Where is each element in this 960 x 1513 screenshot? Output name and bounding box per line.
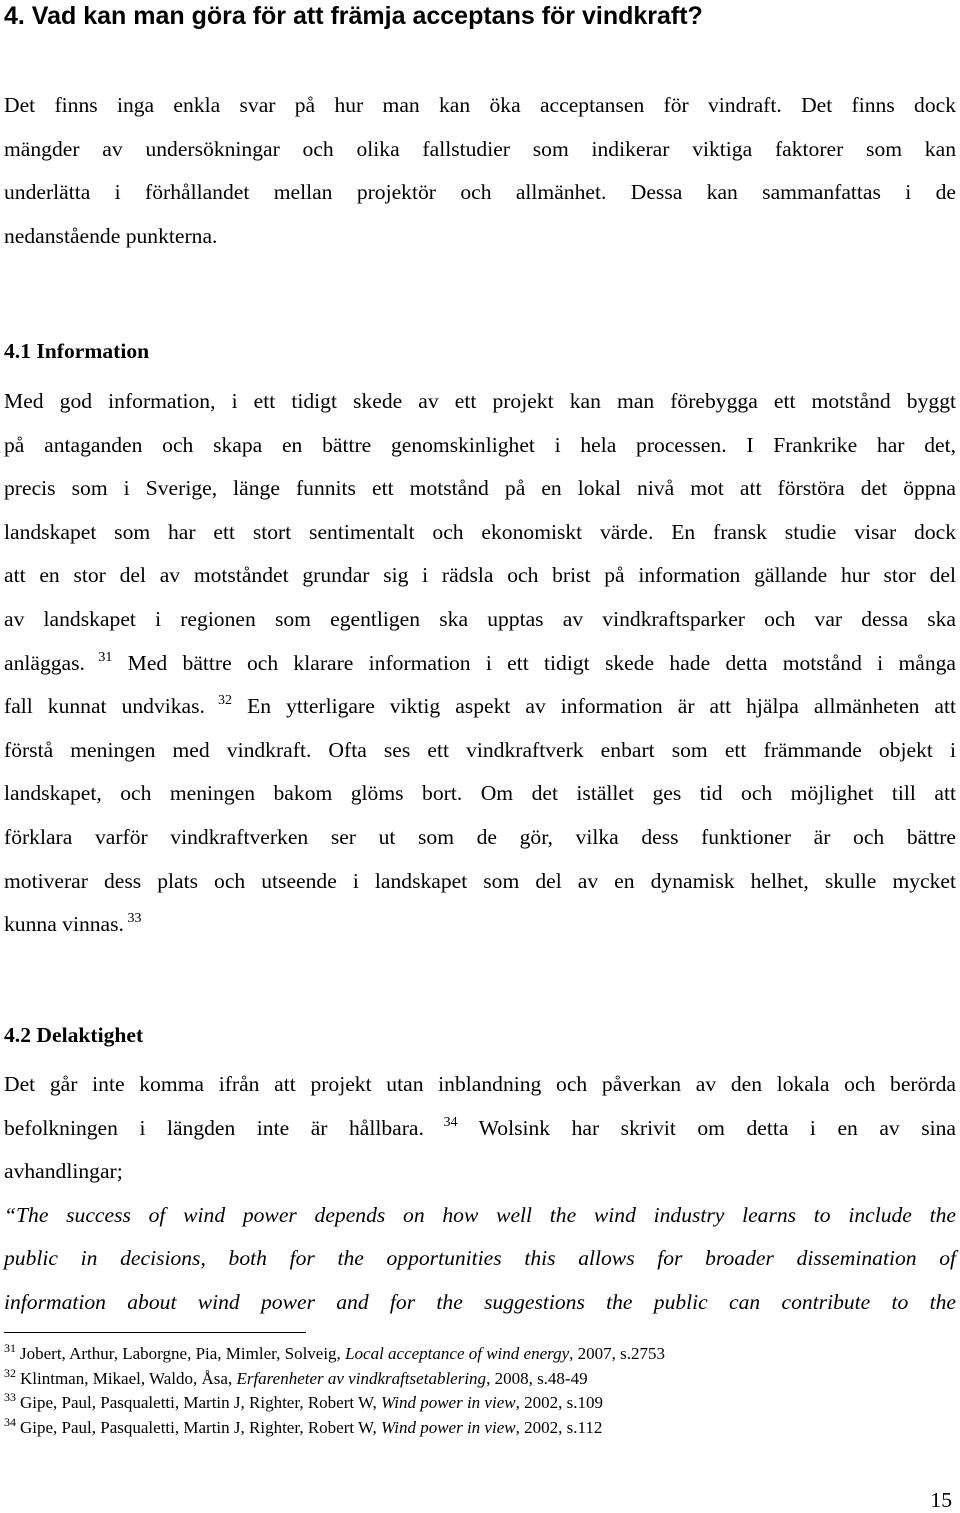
paragraph-line: avhandlingar; — [4, 1159, 123, 1184]
footnote: $^{32}$ Klintman, Mikael, Waldo, Åsa, Erfarenheter av vindkraftsetablering, 2008, s.48-49 — [4, 1365, 588, 1388]
footnote-title: Local acceptance of wind energy — [345, 1344, 570, 1363]
paragraph-line: motiverar dess plats och utseende i landskapet som del av en dynamisk helhet, skulle mycket — [4, 868, 956, 893]
footnote-title: Wind power in view — [381, 1417, 516, 1437]
footnote-title: Wind power in view — [381, 1393, 516, 1412]
footnote-reference: 31 — [84, 649, 113, 665]
paragraph-line: befolkningen i längden inte är hållbara. $^{34}$ Wolsink har skrivit om detta i en av sina — [4, 1114, 956, 1140]
paragraph-line: precis som i Sverige, länge funnits ett motstånd på en lokal nivå mot att förstöra det öppna — [4, 476, 956, 501]
paragraph-line: Det går inte komma ifrån att projekt utan inblandning och påverkan av den lokala och berörda — [4, 1072, 956, 1096]
intro-line: mängder av undersökningar och olika fallstudier som indikerar viktiga faktorer som kan — [4, 136, 956, 161]
intro-line: Det finns inga enkla svar på hur man kan öka acceptansen för vindraft. Det finns dock — [4, 93, 956, 117]
quote-line: information about wind power and for the suggestions the public can contribute to the — [4, 1289, 956, 1314]
intro-paragraph — [4, 84, 956, 258]
footnote-list — [4, 1342, 665, 1440]
paragraph-line: kunna vinnas. $^{33}$ — [4, 911, 142, 937]
paragraph-line: Med god information, i ett tidigt skede av ett projekt kan man förebygga ett motstånd byggt — [4, 389, 956, 413]
paragraph-line: av landskapet i regionen som egentligen ska upptas av vindkraftsparker och var dessa ska — [4, 606, 956, 631]
paragraph-line: landskapet, och meningen bakom glöms bort. Om det istället ges tid och möjlighet till att — [4, 781, 956, 806]
footnote-number: 34 — [4, 1414, 16, 1429]
paragraph-line: på antaganden och skapa en bättre genomskinlighet i hela processen. I Frankrike har det, — [4, 432, 956, 457]
paragraph-line: att en stor del av motståndet grundar sig i rädsla och brist på information gällande hur stor del — [4, 563, 956, 588]
footnote-reference: 32 — [204, 693, 233, 709]
information-paragraph — [4, 380, 956, 947]
footnote-title: Erfarenheter av vindkraftsetablering — [236, 1368, 487, 1388]
footnote-reference: 34 — [423, 1114, 458, 1130]
paragraph-line: anläggas. $^{31}$ Med bättre och klarare information i ett tidigt skede hade detta motstånd i många — [4, 649, 957, 675]
chapter-heading: 4. Vad kan man göra för att främja acceptans för vindkraft? — [4, 2, 703, 30]
page-number: 15 — [930, 1488, 952, 1512]
intro-line: underlätta i förhållandet mellan projektör och allmänhet. Dessa kan sammanfattas i de — [4, 180, 956, 205]
footnote-reference: 33 — [123, 911, 142, 927]
paragraph-line: förstå meningen med vindkraft. Ofta ses ett vindkraftverk enbart som ett främmande objekt i — [4, 737, 956, 762]
paragraph-line: landskapet som har ett stort sentimentalt och ekonomiskt värde. En fransk studie visar dock — [4, 519, 956, 544]
footnote: $^{34}$ Gipe, Paul, Pasqualetti, Martin J, Righter, Robert W, Wind power in view, 2002, s.112 — [4, 1414, 603, 1437]
footnote-number: 32 — [4, 1365, 16, 1380]
footnote: $^{31}$ Jobert, Arthur, Laborgne, Pia, Mimler, Solveig, Local acceptance of wind energy, 2007, s.2753 — [4, 1341, 666, 1363]
delaktighet-paragraph — [4, 1063, 956, 1325]
section-heading-information: 4.1 Information — [4, 339, 150, 363]
footnote-separator — [4, 1332, 306, 1333]
footnote-number: 33 — [4, 1390, 16, 1404]
section-heading-delaktighet: 4.2 Delaktighet — [4, 1023, 144, 1047]
quote-line: “The success of wind power depends on how well the wind industry learns to include the — [4, 1202, 956, 1227]
quote-line: public in decisions, both for the opportunities this allows for broader dissemination of — [4, 1246, 956, 1271]
footnote-number: 31 — [4, 1341, 16, 1355]
paragraph-line: fall kunnat undvikas. $^{32}$ En ytterligare viktig aspekt av information är att hjälpa allmänheten att — [4, 693, 956, 719]
footnote: $^{33}$ Gipe, Paul, Pasqualetti, Martin J, Righter, Robert W, Wind power in view, 2002, s.109 — [4, 1390, 603, 1412]
paragraph-line: förklara varför vindkraftverken ser ut som de gör, vilka dess funktioner är och bättre — [4, 824, 956, 849]
intro-line: nedanstående punkterna. — [4, 223, 218, 248]
